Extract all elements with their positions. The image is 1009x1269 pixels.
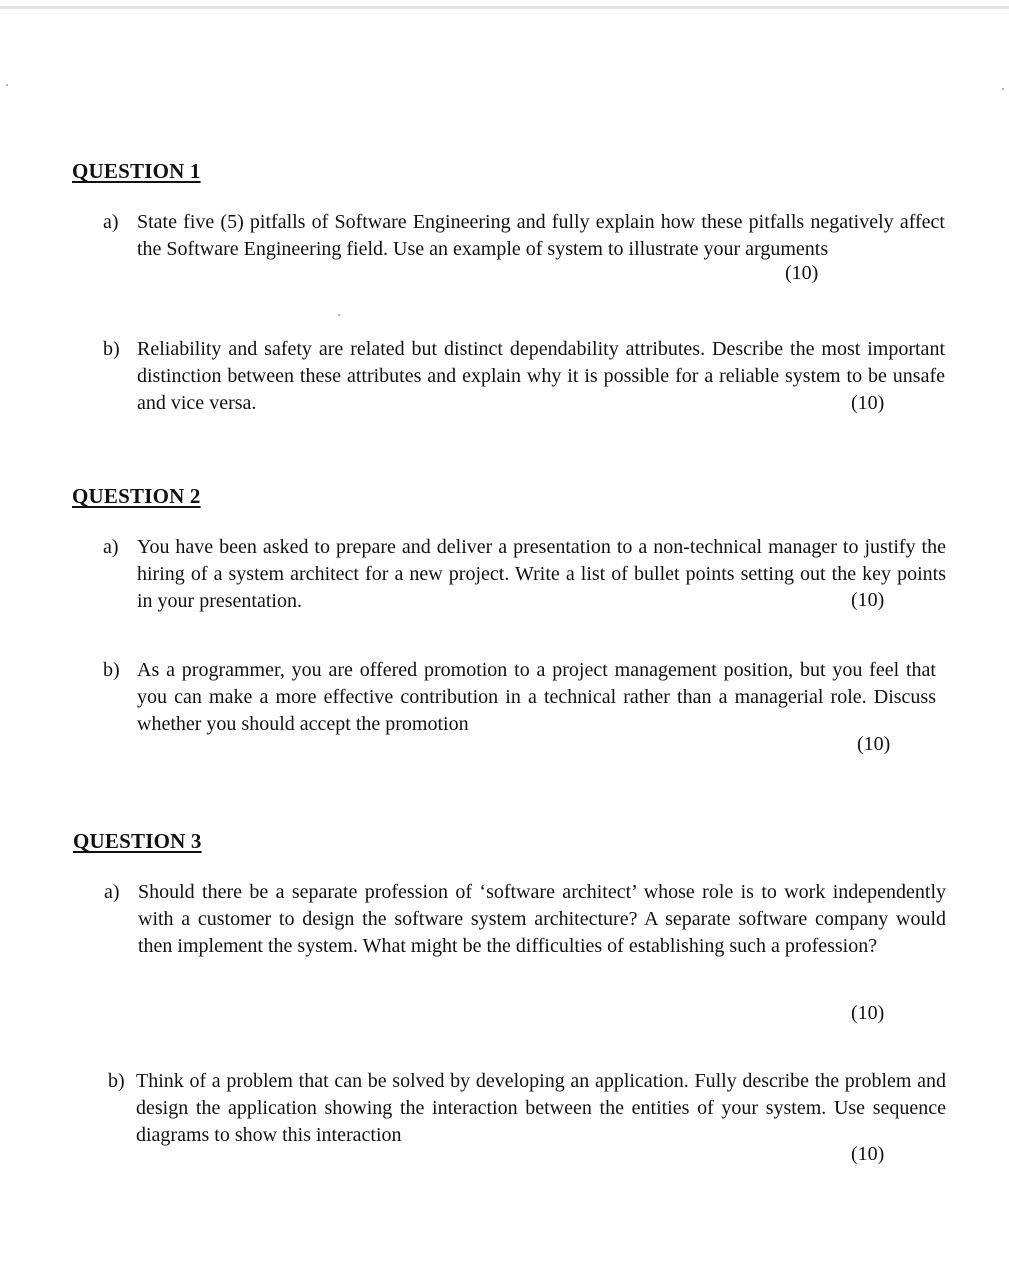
- question-2b-text: As a programmer, you are offered promotion to a project management position, but you feel that you can make a more effective contribution in a technical rather than a managerial role. Discuss whether you should accept the promotion: [137, 659, 936, 735]
- question-2-heading: QUESTION 2: [72, 484, 201, 508]
- scan-top-edge: [0, 6, 1009, 9]
- question-1b-text: Reliability and safety are related but distinct dependability attributes. Describe the most important distinction between these attributes and explain why it is possible for a reliable system to be unsafe and vice versa.: [137, 338, 945, 414]
- scan-speck: [1002, 88, 1004, 90]
- question-3b-marks: (10): [851, 1143, 885, 1165]
- question-3-heading: QUESTION 3: [73, 829, 202, 853]
- question-2b-label: b): [103, 659, 120, 681]
- question-3a-text: Should there be a separate profession of ‘software architect’ whose role is to work independently with a customer to design the software system architecture? A separate software company would then implement the system. What might be the difficulties of establishing such a profession?: [138, 881, 946, 957]
- question-3a-label: a): [104, 881, 120, 903]
- question-1a: [103, 209, 945, 263]
- question-1b-label: b): [103, 338, 120, 360]
- question-2a-text: You have been asked to prepare and deliver a presentation to a non-technical manager to justify the hiring of a system architect for a new project. Write a list of bullet points setting out the key points in your presentation.: [137, 536, 946, 612]
- question-1b: [103, 336, 945, 417]
- question-2a-label: a): [103, 536, 119, 558]
- scan-speck: [6, 84, 8, 86]
- question-2b: [103, 657, 936, 738]
- question-2a-marks: (10): [851, 589, 885, 611]
- question-1a-marks: (10): [785, 262, 819, 284]
- question-1b-marks: (10): [851, 392, 885, 414]
- question-3b-label: b): [108, 1070, 125, 1092]
- question-1a-label: a): [103, 211, 119, 233]
- question-1a-text: State five (5) pitfalls of Software Engineering and fully explain how these pitfalls negatively affect the Software Engineering field. Use an example of system to illustrate your arguments: [137, 211, 945, 260]
- question-2b-marks: (10): [857, 733, 891, 755]
- question-1-heading: QUESTION 1: [72, 159, 201, 183]
- scan-speck: [338, 314, 340, 316]
- question-3a: [104, 879, 946, 960]
- question-3b: [108, 1068, 946, 1149]
- question-3a-marks: (10): [851, 1002, 885, 1024]
- question-2a: [103, 534, 946, 615]
- question-3b-text: Think of a problem that can be solved by developing an application. Fully describe the problem and design the application showing the interaction between the entities of your system. Use sequence diagrams to show this interaction: [136, 1070, 946, 1146]
